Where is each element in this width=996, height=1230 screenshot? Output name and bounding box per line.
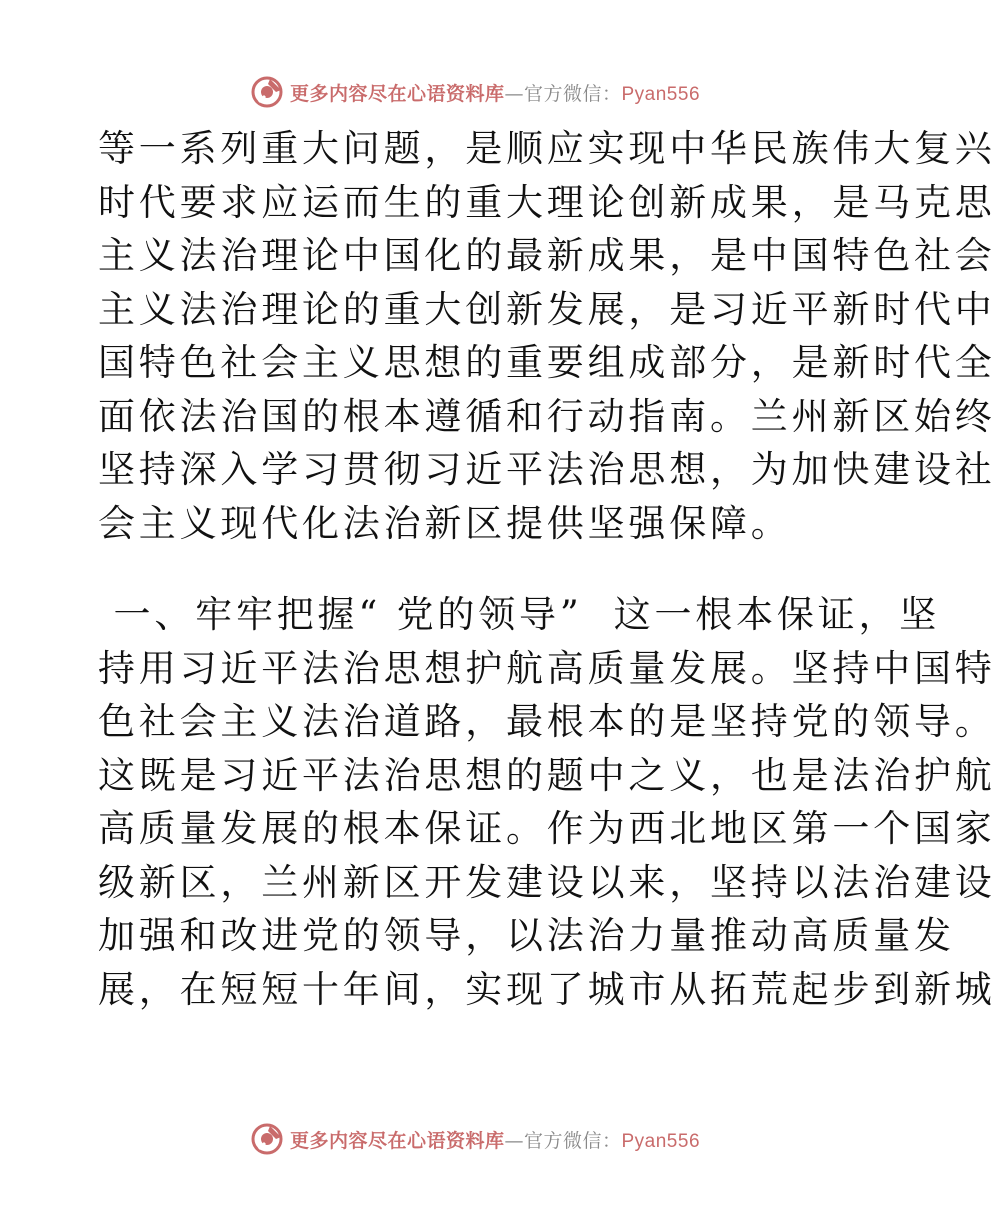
document-body [98, 122, 996, 1016]
text-line: 坚持深入学习贯彻习近平法治思想，为加快建设社 [98, 448, 996, 491]
paragraph-1 [98, 122, 996, 550]
logo-icon [250, 75, 284, 109]
text-line: 国特色社会主义思想的重要组成部分，是新时代全 [98, 341, 996, 384]
text-line: 色社会主义法治道路，最根本的是坚持党的领导。 [98, 700, 996, 743]
text-line: 级新区，兰州新区开发建设以来，坚持以法治建设 [98, 860, 996, 904]
text-line: 持用习近平法治思想护航高质量发展。坚持中国特 [98, 646, 996, 690]
logo-icon [250, 1122, 284, 1156]
text-line: 加强和改进党的领导，以法治力量推动高质量发 [98, 914, 955, 957]
section-heading-line: 一、牢牢把握“ 党的领导” 这一根本保证，坚 [98, 593, 941, 636]
text-line: 展，在短短十年间，实现了城市从拓荒起步到新城 [98, 967, 996, 1011]
text-line: 会主义现代化法治新区提供坚强保障。 [98, 501, 792, 545]
text-line: 面依法治国的根本遵循和行动指南。兰州新区始终 [98, 394, 996, 438]
paragraph-2 [98, 588, 996, 1016]
header-watermark [0, 72, 950, 112]
text-line: 主义法治理论的重大创新发展，是习近平新时代中 [98, 287, 996, 331]
footer-watermark [0, 1119, 950, 1159]
text-line: 时代要求应运而生的重大理论创新成果，是马克思 [98, 180, 996, 224]
watermark-text: 更多内容尽在心语资料库—官方微信：Pyan556 [289, 82, 701, 105]
watermark-text: 更多内容尽在心语资料库—官方微信：Pyan556 [289, 1129, 701, 1152]
paragraph-gap [98, 550, 858, 588]
text-line: 等一系列重大问题，是顺应实现中华民族伟大复兴 [98, 127, 996, 170]
text-line: 这既是习近平法治思想的题中之义，也是法治护航 [98, 753, 996, 797]
text-line: 高质量发展的根本保证。作为西北地区第一个国家 [98, 807, 996, 850]
text-line: 主义法治理论中国化的最新成果，是中国特色社会 [98, 234, 996, 277]
